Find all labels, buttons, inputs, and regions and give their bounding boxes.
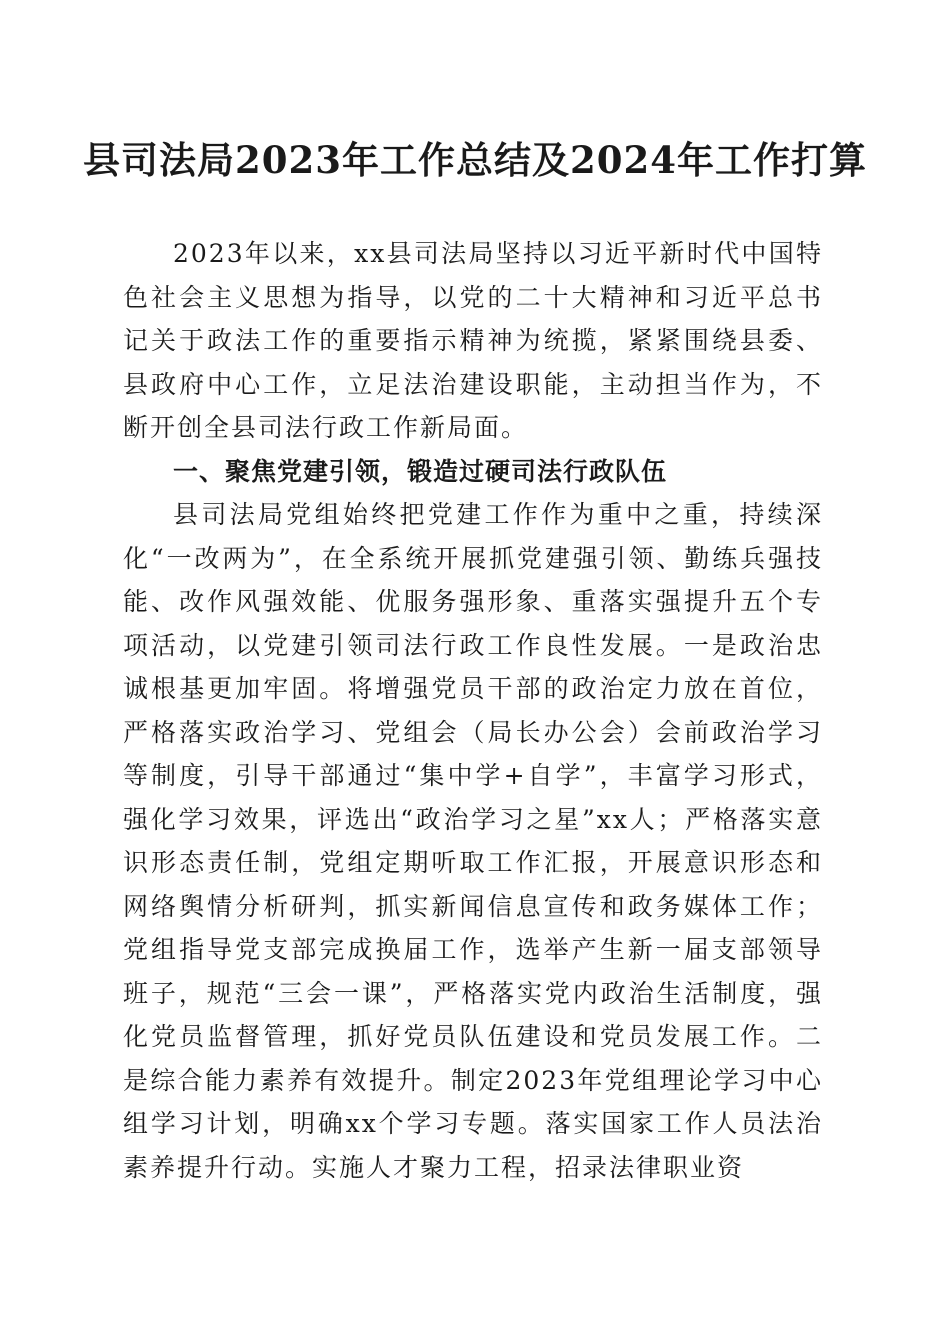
section-heading-1: 一、聚焦党建引领，锻造过硬司法行政队伍 bbox=[173, 456, 668, 486]
intro-paragraph: 2023年以来，xx县司法局坚持以习近平新时代中国特色社会主义思想为指导，以党的二十大精神和习近平总书记关于政法工作的重要指示精神为统揽，紧紧围绕县委、县政府中心工作，立足法治建设职能，主动担当作为，不断开创全县司法行政工作新局面。 bbox=[123, 239, 823, 442]
document-title: 县司法局2023年工作总结及2024年工作打算 bbox=[83, 138, 867, 182]
document-body bbox=[123, 232, 823, 1189]
section-1-paragraph: 县司法局党组始终把党建工作作为重中之重，持续深化“一改两为”，在全系统开展抓党建强引领、勤练兵强技能、改作风强效能、优服务强形象、重落实强提升五个专项活动，以党建引领司法行政工作良性发展。一是政治忠诚根基更加牢固。将增强党员干部的政治定力放在首位，严格落实政治学习、党组会（局长办公会）会前政治学习等制度，引导干部通过“集中学+自学”，丰富学习形式，强化学习效果，评选出“政治学习之星”xx人；严格落实意识形态责任制，党组定期听取工作汇报，开展意识形态和网络舆情分析研判，抓实新闻信息宣传和政务媒体工作；党组指导党支部完成换届工作，选举产生新一届支部领导班子，规范“三会一课”，严格落实党内政治生活制度，强化党员监督管理，抓好党员队伍建设和党员发展工作。二是综合能力素养有效提升。制定2023年党组理论学习中心组学习计划，明确xx个学习专题。落实国家工作人员法治素养提升行动。实施人才聚力工程，招录法律职业资 bbox=[123, 500, 823, 1182]
